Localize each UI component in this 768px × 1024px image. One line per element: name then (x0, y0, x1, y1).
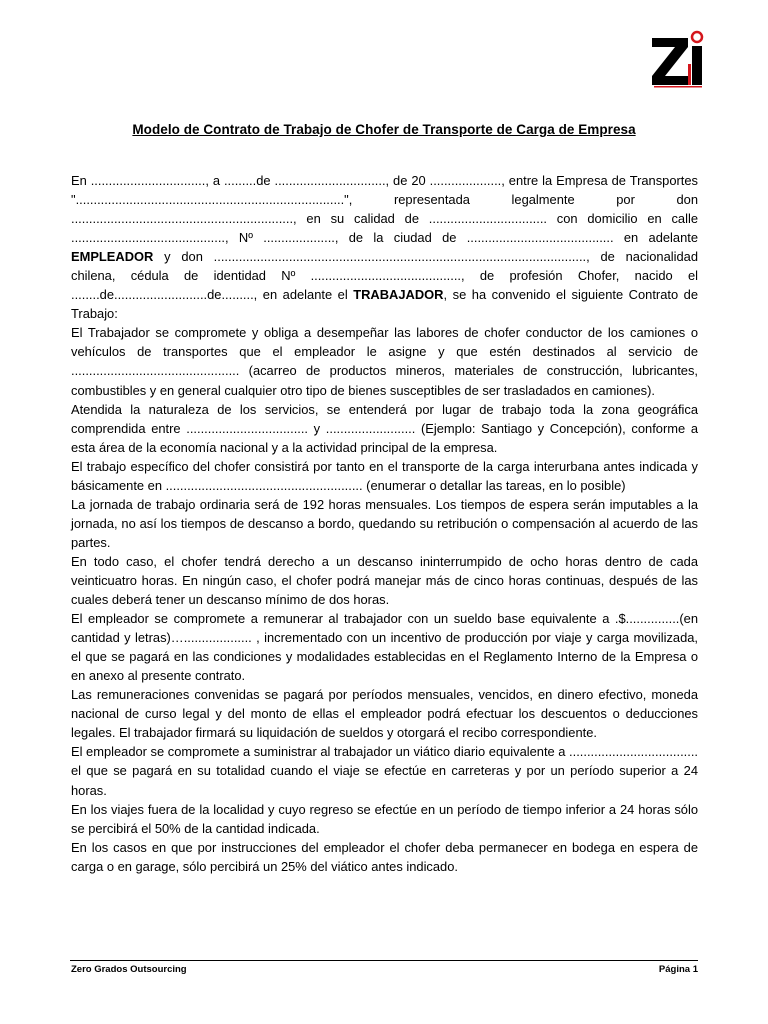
paragraph-workplace: Atendida la naturaleza de los servicios, se entenderá por lugar de trabajo toda la zona geográfica comprendida entre .................................. y ......................... (Ejemplo: Santiago y Concepción), conforme a esta área de la economía nacional y a la actividad principal de la empresa. (71, 401, 698, 455)
intro-text-part: , se ha convenido el siguiente Contrato de Trabajo: (71, 287, 698, 322)
paragraph-working-hours: La jornada de trabajo ordinaria será de 192 horas mensuales. Los tiempos de espera serán imputables a la jornada, no así los tiempos de descanso a bordo, quedando su retribución o compensación al acuerdo de las partes. (71, 496, 698, 550)
paragraph-rest-periods: En todo caso, el chofer tendrá derecho a un descanso ininterrumpido de ocho horas dentro de cada veinticuatro horas. En ningún caso, el chofer podrá manejar más de cinco horas continuas, después de las cuales deberá tener un descanso mínimo de dos horas. (71, 553, 698, 608)
employer-keyword: EMPLEADOR (71, 249, 154, 265)
document-title: Modelo de Contrato de Trabajo de Chofer de Transporte de Carga de Empresa (132, 122, 636, 137)
paragraph-specific-work: El trabajo específico del chofer consistirá por tanto en el transporte de la carga interurbana antes indicada y básicamente en ....................................................... (enumerar o detallar las tareas, en lo posible) (71, 458, 698, 493)
footer-divider (70, 960, 698, 961)
paragraph-short-trips: En los viajes fuera de la localidad y cuyo regreso se efectúe en un período de tiempo inferior a 24 horas sólo se percibirá el 50% de la cantidad indicada. (71, 801, 698, 836)
paragraph-salary: El empleador se compromete a remunerar al trabajador con un sueldo base equivalente a .$...............(en cantidad y letras)…................... , incrementado con un incentivo de producción por viaje y carga movilizada, el que se pagará en las condiciones y modalidades establecidas en el Reglamento Interno de la Empresa o en anexo al presente contrato. (71, 611, 698, 684)
company-logo (650, 30, 706, 88)
paragraph-warehouse-wait: En los casos en que por instrucciones del empleador el chofer deba permanecer en bodega en espera de carga o en garage, sólo percibirá un 25% del viático antes indicado. (71, 839, 698, 874)
intro-text-part: En ................................, a .........de ..............................., de 20 ...................., entre la Empresa de Transportes "...........................................................................", representada legalmente por don .............................................................., en su calidad de ................................. con domicilio en calle ..........................................., Nº ...................., de la ciudad de ......................................... en adelante (71, 173, 698, 246)
paragraph-intro (71, 171, 698, 323)
intro-text-part: y don ........................................................................................................, de nacionalidad chilena, cédula de identidad Nº .........................................., de profesión Chofer, nacido el ........de..........................de........., en adelante el (71, 249, 698, 303)
footer-page-number: Página 1 (658, 964, 698, 975)
paragraph-allowance: El empleador se compromete a suministrar al trabajador un viático diario equivalente a .................................... el que se pagará en su totalidad cuando el viaje se efectúe en carreteras y por un período superior a 24 horas. (71, 744, 698, 798)
contract-body (71, 171, 698, 876)
zero-grados-logo-icon (650, 30, 706, 88)
worker-keyword: TRABAJADOR (353, 287, 444, 303)
paragraph-duties: El Trabajador se compromete y obliga a desempeñar las labores de chofer conductor de los camiones o vehículos de transportes que el empleador le asigne y que estén destinados al servicio de ............................................... (acarreo de productos mineros, materiales de construcción, lubricantes, combustibles y en general cualquier otro tipo de bienes susceptibles de ser trasladados en camiones). (71, 325, 698, 398)
footer-company: Zero Grados Outsourcing (71, 964, 187, 975)
paragraph-payment: Las remuneraciones convenidas se pagará por períodos mensuales, vencidos, en dinero efectivo, moneda nacional de curso legal y del monto de ellas el empleador podrá efectuar los descuentos o deducciones legales. El trabajador firmará su liquidación de sueldos y otorgará el recibo correspondiente. (71, 687, 698, 741)
